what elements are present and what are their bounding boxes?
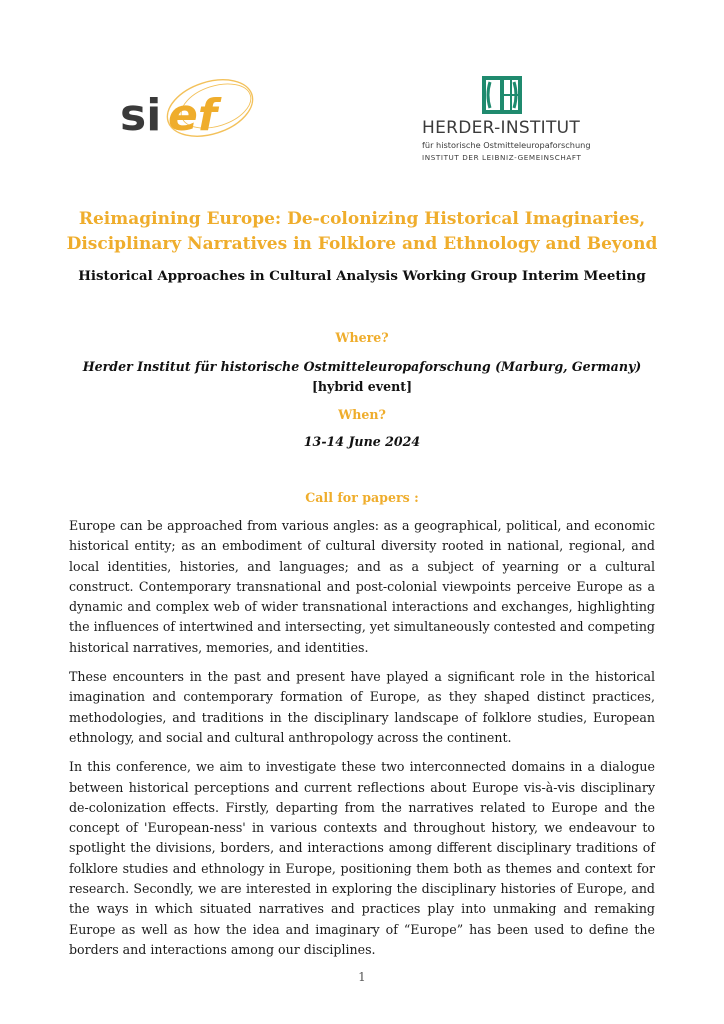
herder-logo-name: HERDER-INSTITUT	[422, 118, 581, 138]
sief-logo-text-accent: ef	[168, 90, 217, 141]
where-place: Herder Institut für historische Ostmitteleuropaforschung (Marburg, Germany)	[82, 359, 642, 374]
sief-logo-text-dark: si	[120, 90, 162, 141]
body-paragraph-3: In this conference, we aim to investigate these two interconnected domains in a dialogue between historical perceptions and current reflections about Europe vis-à-vis disciplinary de-colonization effects. Firstly, departing from the narratives related to Europe and the concept of 'European-ness' in various contexts and throughout history, we endeavour to spotlight the divisions, borders, and interactions among different disciplinary traditions of folklore studies and ethnology in Europe, positioning them both as themes and context for research. Secondly, we are interested in exploring the disciplinary histories of Europe, and the ways in which situated narratives and practices play into unmaking and remaking Europe as well as how the idea and imaginary of “Europe” has been used to define the borders and interactions among our disciplines.	[69, 759, 655, 957]
where-label: Where?	[335, 330, 389, 345]
where-note: [hybrid event]	[311, 379, 413, 394]
herder-logo-tagline: INSTITUT DER LEIBNIZ-GEMEINSCHAFT	[422, 153, 582, 162]
herder-emblem-icon	[482, 76, 522, 114]
document-title: Reimagining Europe: De-colonizing Historical Imaginaries, Disciplinary Narratives in Folklore and Ethnology and Beyond	[66, 209, 658, 254]
herder-logo-subtitle: für historische Ostmitteleuropaforschung	[422, 140, 591, 150]
page-number: 1	[358, 970, 366, 984]
sief-logo-graphic	[118, 74, 268, 144]
when-label: When?	[338, 407, 386, 422]
herder-institut-logo	[418, 76, 598, 168]
sief-logo	[118, 74, 268, 144]
call-for-papers-label: Call for papers :	[305, 490, 419, 505]
body-paragraph-1: Europe can be approached from various angles: as a geographical, political, and economic historical entity; as an embodiment of cultural diversity rooted in national, regional, and local identities, histories, and languages; and as a subject of yearning or a cultural construct. Contemporary transnational and post-colonial viewpoints perceive Europe as a dynamic and complex web of wider transnational interactions and exchanges, highlighting the influences of intertwined and intersecting, yet simultaneously contested and competing historical narratives, memories, and identities.	[69, 518, 655, 655]
body-paragraph-2: These encounters in the past and present have played a significant role in the historical imagination and contemporary formation of Europe, as they shaped distinct practices, methodologies, and traditions in the disciplinary landscape of folklore studies, European ethnology, and social and cultural anthropology across the continent.	[69, 669, 655, 745]
where-value	[72, 357, 652, 397]
when-value: 13-14 June 2024	[303, 434, 421, 449]
call-for-papers-body	[69, 516, 655, 969]
document-subtitle: Historical Approaches in Cultural Analysis Working Group Interim Meeting	[78, 268, 646, 284]
